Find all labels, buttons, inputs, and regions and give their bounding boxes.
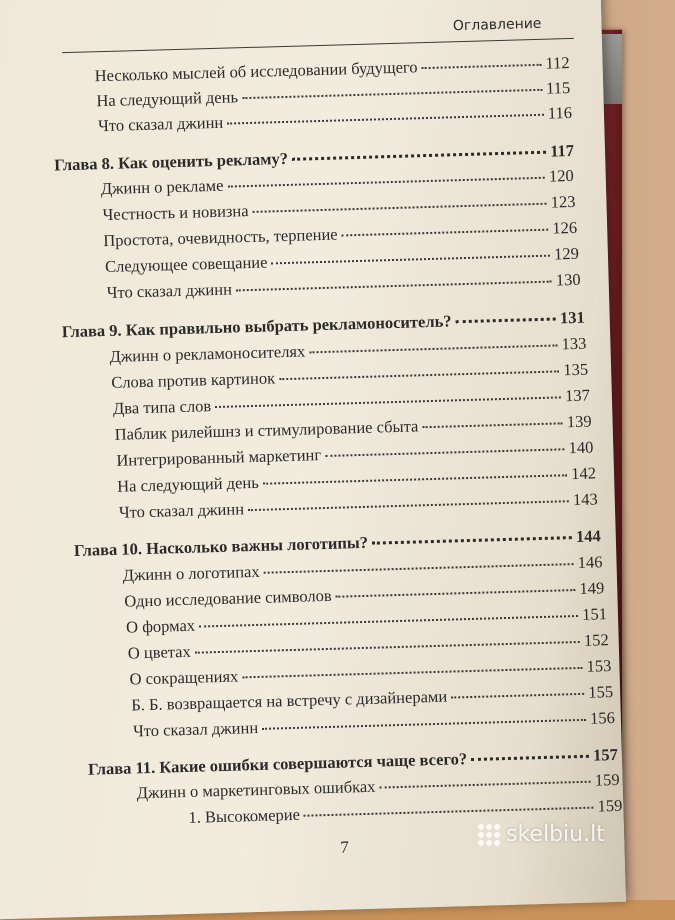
watermark-text: skelbiu.lt: [506, 822, 605, 847]
toc-entry: Честность и новизна 123: [102, 192, 575, 225]
toc-entry: Джинн о логотипах 146: [122, 552, 602, 586]
watermark: [478, 822, 605, 847]
toc-chapter: Глава 9. Как правильно выбрать рекламоноситель? 131: [62, 307, 585, 343]
watermark-logo-icon: [478, 824, 500, 846]
toc-entry: Одно исследование символов 149: [124, 578, 604, 612]
toc-chapter: Глава 10. Насколько важны логотипы? 144: [74, 525, 601, 561]
toc-entry: Джинн о маркетинговых ошибках 159: [137, 770, 620, 804]
toc-entry: Два типа слов 137: [113, 386, 590, 419]
toc-entry: Простота, очевидность, терпение 126: [103, 218, 577, 251]
toc-entry: Слова против картинок 135: [111, 360, 588, 393]
toc-entry: Что сказал джинн 143: [119, 489, 598, 523]
toc-entry: Что сказал джинн 116: [98, 103, 572, 136]
toc-entry: Следующее совещание 129: [105, 244, 579, 277]
toc-entry: О сокращениях 153: [129, 656, 611, 690]
toc-entry: Что сказал джинн 156: [133, 708, 615, 742]
toc-entry: О цветах 152: [128, 630, 609, 664]
toc-entry: Джинн о рекламоносителях 133: [109, 334, 586, 367]
toc-entry: Джинн о рекламе 120: [101, 166, 574, 199]
toc-entry: Паблик рилейшнз и стимулирование сбыта 139: [114, 412, 591, 445]
header-rule: [62, 38, 574, 53]
toc-entry: Б. Б. возвращается на встречу с дизайнерами 155: [131, 682, 613, 716]
toc-chapter: Глава 11. Какие ошибки совершаются чаще всего? 157: [88, 744, 618, 780]
toc-entry: Несколько мыслей об исследовании будущего 112: [94, 53, 569, 86]
toc-entry: На следующий день 142: [117, 463, 596, 497]
toc-entry: О формах 151: [126, 604, 607, 638]
toc-entry: На следующий день 115: [96, 78, 570, 111]
running-header: Оглавление: [452, 15, 542, 35]
toc-subentry: 1. Высокомерие 159: [188, 796, 622, 828]
toc-chapter: Глава 8. Как оценить рекламу? 117: [54, 140, 574, 176]
page-number: 7: [340, 837, 350, 857]
toc-entry: Интегрированный маркетинг 140: [116, 438, 593, 471]
toc-entry: Что сказал джинн 130: [107, 270, 581, 303]
